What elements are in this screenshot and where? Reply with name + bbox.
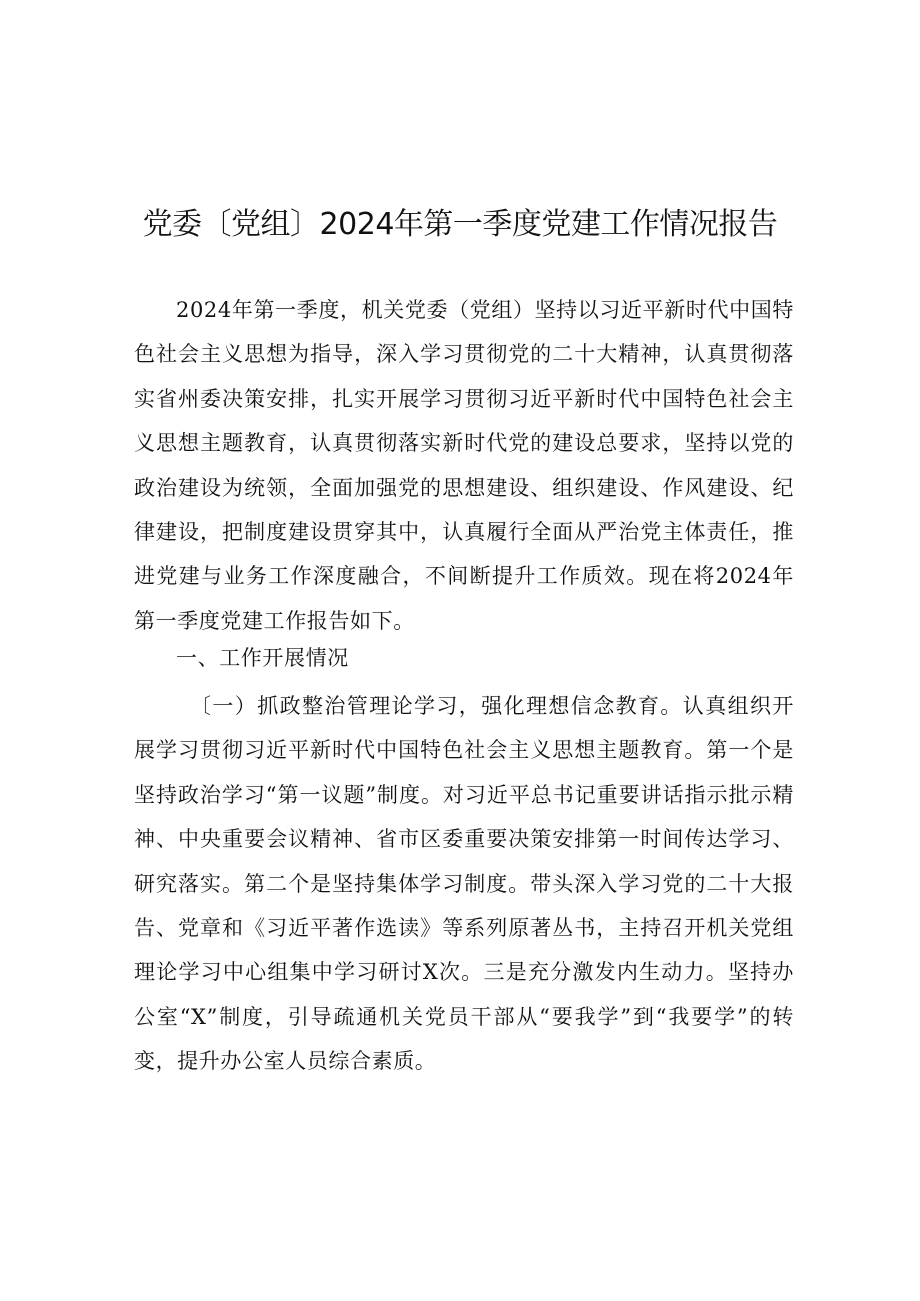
document-title: 党委〔党组〕2024年第一季度党建工作情况报告 — [142, 207, 778, 242]
section-heading: 一、工作开展情况 — [176, 646, 349, 670]
intro-paragraph: 2024年第一季度，机关党委（党组）坚持以习近平新时代中国特色社会主义思想为指导，深入学习贯彻党的二十大精神，认真贯彻落实省州委决策安排，扎实开展学习贯彻习近平新时代中国特色社会主义思想主题教育，认真贯彻落实新时代党的建设总要求，坚持以党的政治建设为统领，全面加强党的思想建设、组织建设、作风建设、纪律建设，把制度建设贯穿其中，认真履行全面从严治党主体责任，推进党建与业务工作深度融合，不间断提升工作质效。现在将2024年第一季度党建工作报告如下。 — [134, 298, 794, 633]
section-paragraph: 〔一）抓政整治管理论学习，强化理想信念教育。认真组织开展学习贯彻习近平新时代中国特色社会主义思想主题教育。第一个是坚持政治学习“第一议题”制度。对习近平总书记重要讲话指示批示精神、中央重要会议精神、省市区委重要决策安排第一时间传达学习、研究落实。第二个是坚持集体学习制度。带头深入学习党的二十大报告、党章和《习近平著作选读》等系列原著丛书，主持召开机关党组理论学习中心组集中学习研讨X次。三是充分激发内生动力。坚持办公室“X”制度，引导疏通机关党员干部从“要我学”到“我要学”的转变，提升办公室人员综合素质。 — [134, 694, 794, 1074]
